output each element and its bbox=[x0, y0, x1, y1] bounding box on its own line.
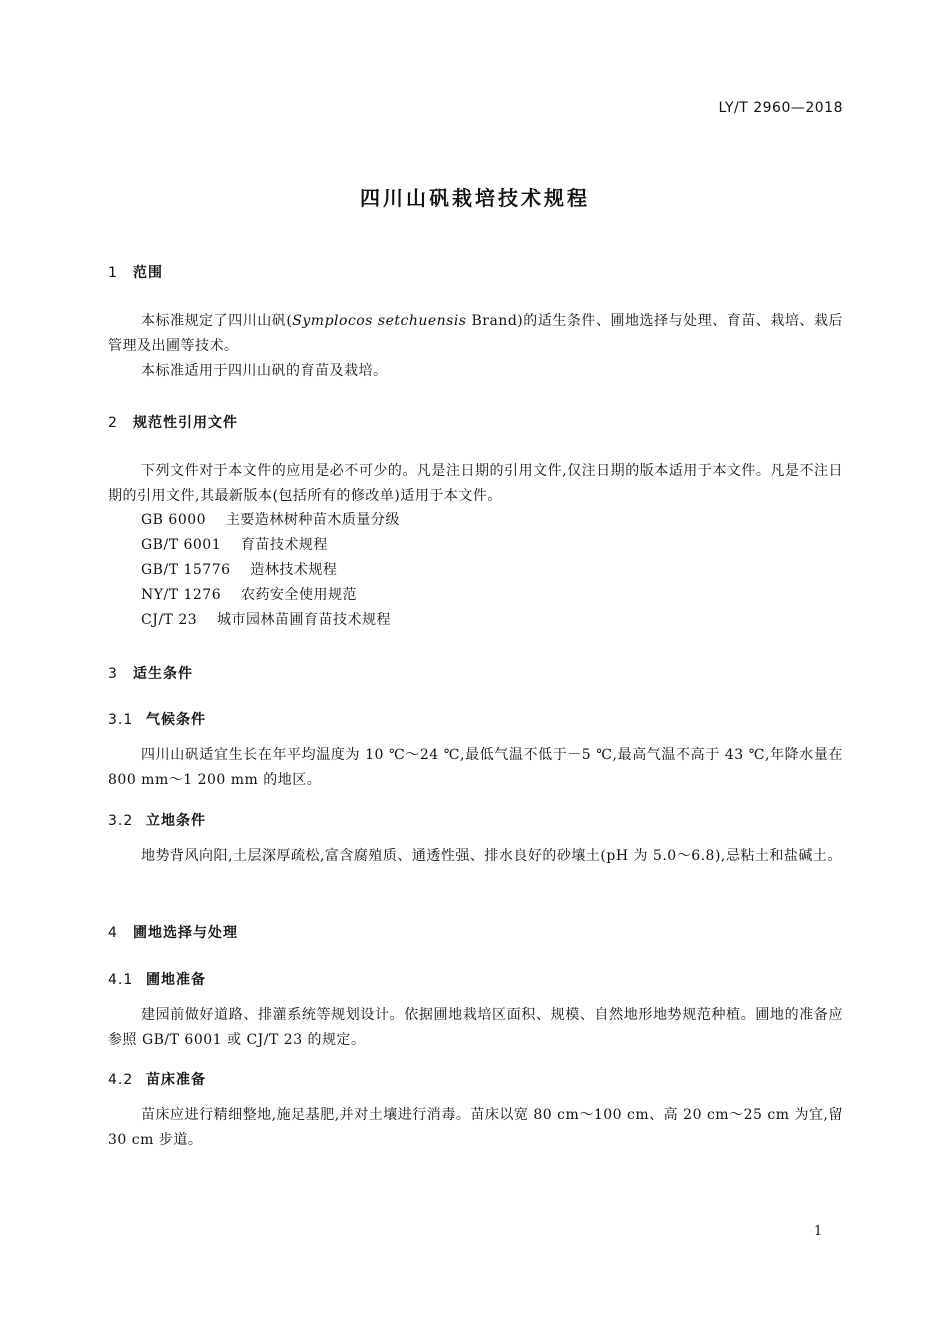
subsection-4-2-body bbox=[108, 1103, 843, 1153]
section-1-body bbox=[108, 309, 843, 384]
section-2-heading bbox=[108, 412, 238, 432]
scope-text-start: 本标准规定了四川山矾( bbox=[141, 313, 293, 329]
section-number: 4 bbox=[108, 925, 118, 941]
nursery-preparation-paragraph: 建园前做好道路、排灌系统等规划设计。依据圃地栽培区面积、规模、自然地形地势规范种植。圃地的准备应参照 GB/T 6001 或 CJ/T 23 的规定。 bbox=[108, 1007, 843, 1048]
climate-paragraph: 四川山矾适宜生长在年平均温度为 10 ℃～24 ℃,最低气温不低于－5 ℃,最高气温不高于 43 ℃,年降水量在 800 mm～1 200 mm 的地区。 bbox=[108, 747, 843, 788]
subsection-title: 圃地准备 bbox=[146, 972, 206, 988]
reference-code: GB/T 6001 bbox=[141, 537, 222, 553]
subsection-3-2-body bbox=[108, 844, 843, 869]
standard-number: LY/T 2960—2018 bbox=[718, 100, 843, 116]
section-title: 规范性引用文件 bbox=[133, 415, 238, 431]
reference-item bbox=[141, 534, 328, 554]
section-4-heading bbox=[108, 922, 238, 942]
reference-title: 城市园林苗圃育苗技术规程 bbox=[216, 612, 391, 628]
section-2-intro bbox=[108, 459, 843, 509]
document-title: 四川山矾栽培技术规程 bbox=[360, 186, 590, 210]
section-3-heading bbox=[108, 663, 193, 683]
subsection-title: 立地条件 bbox=[146, 813, 206, 829]
subsection-number: 3.2 bbox=[108, 813, 134, 829]
latin-name: Symplocos setchuensis bbox=[292, 313, 467, 329]
subsection-number: 4.1 bbox=[108, 972, 134, 988]
reference-item bbox=[141, 609, 391, 629]
reference-code: CJ/T 23 bbox=[141, 612, 198, 628]
section-number: 1 bbox=[108, 265, 118, 281]
subsection-4-2-heading bbox=[108, 1069, 206, 1089]
site-paragraph: 地势背风向阳,土层深厚疏松,富含腐殖质、通透性强、排水良好的砂壤土(pH 为 5.0～6.8),忌粘土和盐碱土。 bbox=[141, 848, 842, 864]
subsection-3-1-heading bbox=[108, 709, 206, 729]
reference-title: 造林技术规程 bbox=[250, 562, 338, 578]
subsection-3-2-heading bbox=[108, 810, 206, 830]
reference-title: 农药安全使用规范 bbox=[240, 587, 357, 603]
applicability-paragraph: 本标准适用于四川山矾的育苗及栽培。 bbox=[141, 363, 388, 379]
reference-title: 育苗技术规程 bbox=[240, 537, 328, 553]
seedbed-paragraph: 苗床应进行精细整地,施足基肥,并对土壤进行消毒。苗床以宽 80 cm～100 cm、高 20 cm～25 cm 为宜,留 30 cm 步道。 bbox=[108, 1107, 843, 1148]
subsection-number: 3.1 bbox=[108, 712, 134, 728]
reference-code: GB/T 15776 bbox=[141, 562, 231, 578]
references-intro: 下列文件对于本文件的应用是必不可少的。凡是注日期的引用文件,仅注日期的版本适用于本文件。凡是不注日期的引用文件,其最新版本(包括所有的修改单)适用于本文件。 bbox=[108, 463, 843, 504]
subsection-title: 苗床准备 bbox=[146, 1072, 206, 1088]
reference-item bbox=[141, 509, 400, 529]
subsection-number: 4.2 bbox=[108, 1072, 134, 1088]
subsection-4-1-body bbox=[108, 1003, 843, 1053]
section-title: 圃地选择与处理 bbox=[133, 925, 238, 941]
scope-text-end: Brand)的适生条件、圃地选择与处理、育苗、栽培、栽后管理及出圃等技术。 bbox=[108, 313, 843, 354]
reference-item bbox=[141, 559, 337, 579]
reference-code: NY/T 1276 bbox=[141, 587, 222, 603]
reference-code: GB 6000 bbox=[141, 512, 207, 528]
section-title: 范围 bbox=[133, 265, 163, 281]
reference-item bbox=[141, 584, 357, 604]
subsection-title: 气候条件 bbox=[146, 712, 206, 728]
section-number: 2 bbox=[108, 415, 118, 431]
subsection-3-1-body bbox=[108, 743, 843, 793]
page-number: 1 bbox=[814, 1224, 823, 1239]
subsection-4-1-heading bbox=[108, 969, 206, 989]
scope-paragraph bbox=[108, 309, 843, 359]
section-number: 3 bbox=[108, 666, 118, 682]
section-title: 适生条件 bbox=[133, 666, 193, 682]
reference-title: 主要造林树种苗木质量分级 bbox=[225, 512, 400, 528]
section-1-heading bbox=[108, 262, 163, 282]
